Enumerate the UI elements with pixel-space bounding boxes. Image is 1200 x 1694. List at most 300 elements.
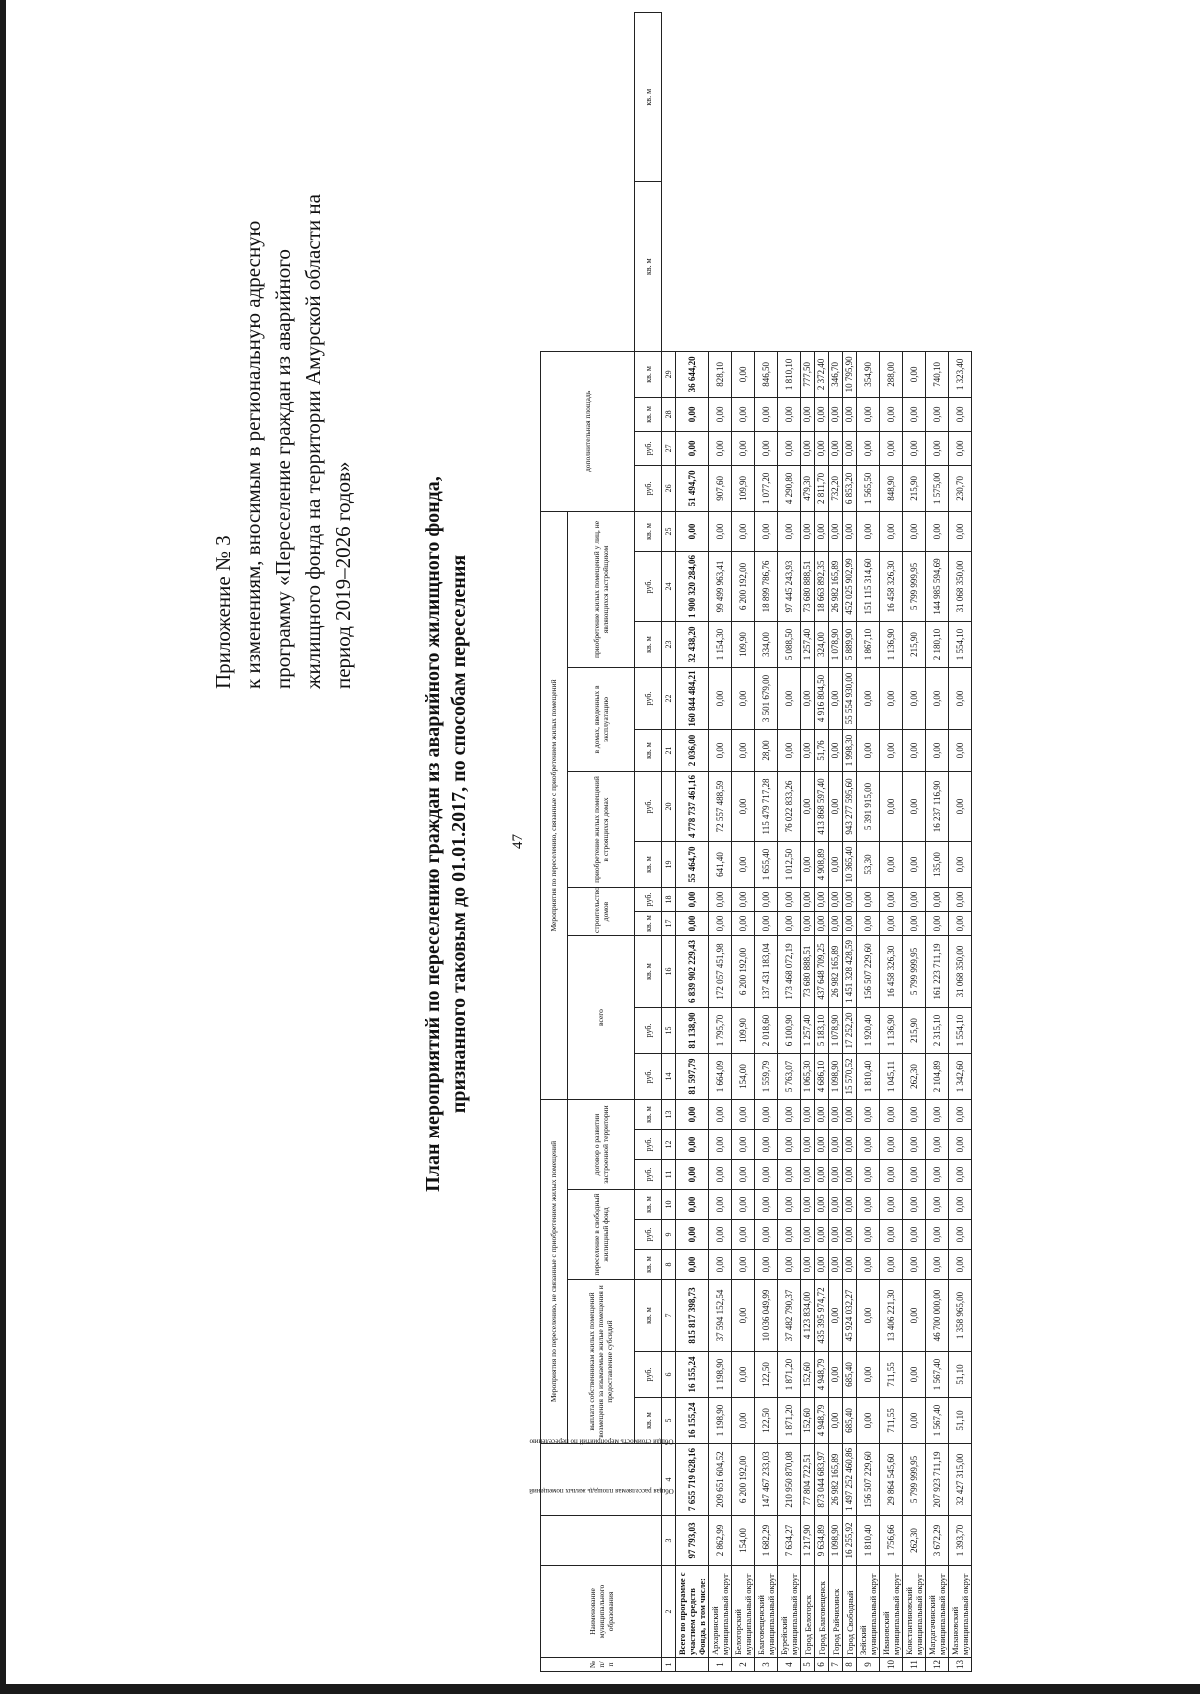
row-number: 8	[843, 1658, 857, 1672]
table-row	[843, 13, 857, 1672]
unit-cell: руб.	[635, 888, 662, 912]
table-cell: 0,00	[880, 511, 903, 551]
table-cell: 2 315,10	[926, 1008, 949, 1054]
unit-cell: руб.	[635, 1054, 662, 1100]
municipality-name: Белогорский муниципальный округ	[732, 1566, 755, 1658]
table-cell: 5 763,07	[778, 1054, 801, 1100]
table-cell: 0,00	[949, 511, 972, 551]
table-cell: 16 155,24	[676, 1398, 709, 1444]
municipality-name: Архаринский муниципальный округ	[709, 1566, 732, 1658]
table-cell: 0,00	[801, 888, 815, 912]
table-cell: 1 393,70	[949, 1516, 972, 1566]
table-cell: 0,00	[732, 511, 755, 551]
table-cell: 0,00	[815, 1220, 829, 1250]
table-cell: 0,00	[926, 912, 949, 936]
unit-cell: руб.	[635, 1008, 662, 1054]
table-cell: 1 154,30	[709, 622, 732, 668]
table-cell: 0,00	[778, 1220, 801, 1250]
table-cell: 1 257,40	[801, 1008, 815, 1054]
table-cell: 0,00	[903, 1280, 926, 1352]
unit-cell: руб.	[635, 1160, 662, 1190]
municipality-name: Константиновский муниципальный округ	[903, 1566, 926, 1658]
table-cell: 0,00	[949, 1250, 972, 1280]
unit-cell: кв. м	[635, 351, 662, 397]
table-cell: 137 431 183,04	[755, 936, 778, 1008]
table-row	[903, 13, 926, 1672]
table-cell: 215,90	[903, 1008, 926, 1054]
municipality-name: Всего по программе с участием средств Фонда, в том числе:	[676, 1566, 709, 1658]
table-cell: 0,00	[857, 1190, 880, 1220]
table-cell: 0,00	[880, 1250, 903, 1280]
table-cell: 16 458 326,30	[880, 552, 903, 622]
unit-cell: руб.	[635, 465, 662, 511]
table-cell: 0,00	[903, 668, 926, 730]
resettlement-table	[529, 12, 1180, 1672]
table-cell: 0,00	[843, 1160, 857, 1190]
table-cell: 0,00	[926, 1220, 949, 1250]
table-cell: 0,00	[732, 1160, 755, 1190]
table-cell: 6 839 902 229,43	[676, 936, 709, 1008]
table-cell: 740,10	[926, 351, 949, 397]
table-cell: 0,00	[815, 397, 829, 431]
table-cell: 1 565,50	[857, 465, 880, 511]
table-cell: 109,90	[732, 622, 755, 668]
table-cell: 0,00	[732, 842, 755, 888]
table-cell: 685,40	[843, 1398, 857, 1444]
row-number: 5	[801, 1658, 815, 1672]
table-cell: 1 871,20	[778, 1352, 801, 1398]
unit-cell: кв. м	[635, 13, 662, 182]
table-cell: 0,00	[949, 668, 972, 730]
table-cell: 0,00	[903, 397, 926, 431]
table-cell: 4 123 834,00	[801, 1280, 815, 1352]
table-cell: 0,00	[732, 397, 755, 431]
table-cell: 31 068 350,00	[949, 552, 972, 622]
table-cell: 209 651 604,52	[709, 1444, 732, 1516]
table-cell: 0,00	[732, 1190, 755, 1220]
table-cell: 0,00	[755, 1100, 778, 1130]
table-cell: 31 068 350,00	[949, 936, 972, 1008]
table-cell: 1 998,30	[843, 730, 857, 772]
table-cell: 0,00	[815, 1160, 829, 1190]
table-cell: 0,00	[829, 1130, 843, 1160]
table-cell: 0,00	[709, 1130, 732, 1160]
table-cell: 81 138,90	[676, 1008, 709, 1054]
table-cell: 1 136,90	[880, 1008, 903, 1054]
table-cell: 26 982 165,89	[829, 1444, 843, 1516]
table-cell: 0,00	[801, 397, 815, 431]
table-cell: 0,00	[926, 1250, 949, 1280]
row-number: 9	[857, 1658, 880, 1672]
table-cell: 18 663 892,35	[815, 552, 829, 622]
table-cell: 0,00	[676, 1130, 709, 1160]
unit-cell: руб.	[635, 772, 662, 842]
unit-cell: руб.	[635, 1130, 662, 1160]
column-numbers-row	[662, 13, 676, 1672]
column-number: 28	[662, 397, 676, 431]
table-cell: 0,00	[801, 912, 815, 936]
table-cell: 1 867,10	[857, 622, 880, 668]
municipality-name: Город Свободный	[843, 1566, 857, 1658]
table-cell: 2 811,70	[815, 465, 829, 511]
table-cell: 6 200 192,00	[732, 1444, 755, 1516]
table-cell: 0,00	[778, 1250, 801, 1280]
table-cell: 16 155,24	[676, 1352, 709, 1398]
table-cell: 1 810,40	[857, 1516, 880, 1566]
table-row	[778, 13, 801, 1672]
appendix-line: период 2019–2026 годов»	[331, 461, 355, 689]
table-row	[815, 13, 829, 1672]
table-cell: 1 198,90	[709, 1398, 732, 1444]
unit-cell: кв. м	[635, 730, 662, 772]
table-cell: 5 088,50	[778, 622, 801, 668]
municipality-name: Мазановский муниципальный округ	[949, 1566, 972, 1658]
table-cell: 0,00	[857, 912, 880, 936]
table-cell: 9 634,89	[815, 1516, 829, 1566]
table-cell: 907,60	[709, 465, 732, 511]
head-cost-total: Общая стоимость мероприятий по переселению	[541, 1444, 662, 1516]
table-cell: 0,00	[709, 912, 732, 936]
table-cell: 0,00	[926, 1190, 949, 1220]
table-cell: 0,00	[926, 730, 949, 772]
table-cell: 1 217,90	[801, 1516, 815, 1566]
table-cell: 0,00	[926, 397, 949, 431]
table-cell: 2 180,10	[926, 622, 949, 668]
table-cell: 0,00	[880, 912, 903, 936]
table-cell: 288,00	[880, 351, 903, 397]
table-cell: 0,00	[676, 1220, 709, 1250]
table-cell: 1 795,70	[709, 1008, 732, 1054]
table-cell: 1 920,40	[857, 1008, 880, 1054]
table-cell: 0,00	[676, 888, 709, 912]
table-cell: 161 223 711,19	[926, 936, 949, 1008]
table-cell: 1 098,90	[829, 1516, 843, 1566]
table-cell: 0,00	[732, 351, 755, 397]
table-cell: 0,00	[801, 511, 815, 551]
table-cell: 0,00	[857, 730, 880, 772]
head-payout: выплата собственникам жилых помещений возмещения за изымаемые жилые помещения и предоставление субсидий	[567, 1280, 634, 1444]
unit-cell: кв. м	[635, 842, 662, 888]
table-cell: 0,00	[903, 511, 926, 551]
table-cell: 1 078,90	[829, 1008, 843, 1054]
title-line-2: признанного таковым до 01.01.2017, по способам переселения	[448, 554, 470, 1114]
table-cell: 0,00	[949, 772, 972, 842]
table-cell: 0,00	[880, 730, 903, 772]
table-cell: 76 022 833,26	[778, 772, 801, 842]
table-cell: 0,00	[829, 1352, 843, 1398]
table-cell: 0,00	[676, 397, 709, 431]
table-cell: 873 044 683,97	[815, 1444, 829, 1516]
table-cell: 0,00	[926, 431, 949, 465]
table-cell: 1 554,10	[949, 622, 972, 668]
table-cell: 0,00	[949, 842, 972, 888]
table-cell: 0,00	[880, 1190, 903, 1220]
table-cell: 0,00	[829, 668, 843, 730]
table-row	[676, 13, 709, 1672]
page-number: 47	[510, 834, 526, 849]
table-cell: 5 799 999,95	[903, 552, 926, 622]
table-cell: 0,00	[709, 511, 732, 551]
table-cell: 0,00	[732, 730, 755, 772]
table-cell: 1 358 965,00	[949, 1280, 972, 1352]
table-cell: 0,00	[815, 888, 829, 912]
table-cell: 0,00	[843, 912, 857, 936]
column-number: 1	[662, 1658, 676, 1672]
table-cell: 0,00	[778, 397, 801, 431]
table-cell: 846,50	[755, 351, 778, 397]
table-cell: 437 648 709,25	[815, 936, 829, 1008]
table-cell: 0,00	[843, 397, 857, 431]
column-number: 11	[662, 1160, 676, 1190]
table-cell: 0,00	[709, 1190, 732, 1220]
table-cell: 0,00	[829, 511, 843, 551]
unit-cell: руб.	[635, 668, 662, 730]
column-number: 26	[662, 465, 676, 511]
table-cell: 0,00	[903, 1100, 926, 1130]
table-cell: 0,00	[709, 668, 732, 730]
table-cell: 16 255,92	[843, 1516, 857, 1566]
table-cell: 0,00	[709, 431, 732, 465]
table-cell: 1 756,66	[880, 1516, 903, 1566]
table-row	[755, 13, 778, 1672]
table-cell: 1 810,40	[857, 1054, 880, 1100]
table-cell: 135,00	[926, 842, 949, 888]
table-cell: 0,00	[732, 1398, 755, 1444]
table-cell: 0,00	[829, 1398, 843, 1444]
column-number: 22	[662, 668, 676, 730]
table-cell: 37 482 790,37	[778, 1280, 801, 1352]
column-number: 20	[662, 772, 676, 842]
table-body	[676, 13, 972, 1672]
column-number: 6	[662, 1352, 676, 1398]
table-cell: 711,55	[880, 1398, 903, 1444]
table-cell: 354,90	[857, 351, 880, 397]
table-cell: 0,00	[857, 1398, 880, 1444]
column-number: 21	[662, 730, 676, 772]
units-row	[635, 13, 662, 1672]
table-cell: 943 277 595,60	[843, 772, 857, 842]
unit-cell: кв. м	[635, 1398, 662, 1444]
table-cell: 1 098,90	[829, 1054, 843, 1100]
table-cell: 0,00	[829, 730, 843, 772]
table-cell: 324,00	[815, 622, 829, 668]
table-cell: 0,00	[732, 772, 755, 842]
table-cell: 10 036 049,99	[755, 1280, 778, 1352]
table-cell: 1 077,20	[755, 465, 778, 511]
table-cell: 0,00	[857, 1100, 880, 1130]
table-cell: 0,00	[801, 1130, 815, 1160]
table-cell: 0,00	[676, 1190, 709, 1220]
table-cell: 3 501 679,00	[755, 668, 778, 730]
table-cell: 230,70	[949, 465, 972, 511]
table-cell: 51 494,70	[676, 465, 709, 511]
unit-cell: кв. м	[635, 1190, 662, 1220]
column-number: 4	[662, 1444, 676, 1516]
table-cell: 109,90	[732, 1008, 755, 1054]
table-cell: 0,00	[903, 431, 926, 465]
table-cell: 7 634,27	[778, 1516, 801, 1566]
table-cell: 0,00	[829, 1190, 843, 1220]
municipality-name: Зейский муниципальный округ	[857, 1566, 880, 1658]
table-cell: 1 078,90	[829, 622, 843, 668]
table-cell: 0,00	[829, 397, 843, 431]
table-row	[926, 13, 949, 1672]
table-cell: 0,00	[801, 1160, 815, 1190]
table-cell: 1 567,40	[926, 1352, 949, 1398]
table-cell: 777,50	[801, 351, 815, 397]
column-number: 25	[662, 511, 676, 551]
table-cell: 7 655 719 628,16	[676, 1444, 709, 1516]
table-cell: 0,00	[676, 511, 709, 551]
table-cell: 0,00	[949, 397, 972, 431]
municipality-name: Город Белогорск	[801, 1566, 815, 1658]
table-cell: 2 862,99	[709, 1516, 732, 1566]
table-cell: 0,00	[857, 888, 880, 912]
table-cell: 0,00	[755, 1130, 778, 1160]
table-cell: 0,00	[843, 1190, 857, 1220]
table-cell: 0,00	[755, 1190, 778, 1220]
table-cell: 0,00	[815, 1130, 829, 1160]
column-number: 7	[662, 1280, 676, 1352]
appendix-note	[208, 89, 358, 689]
table-cell: 147 467 233,03	[755, 1444, 778, 1516]
table-row	[829, 13, 843, 1672]
table-cell: 0,00	[801, 431, 815, 465]
table-cell: 18 899 786,76	[755, 552, 778, 622]
table-cell: 1 451 328 428,59	[843, 936, 857, 1008]
table-cell: 0,00	[926, 888, 949, 912]
table-cell: 413 868 597,40	[815, 772, 829, 842]
unit-cell: кв. м	[635, 912, 662, 936]
table-cell: 0,00	[732, 1130, 755, 1160]
table-cell: 0,00	[815, 431, 829, 465]
table-cell: 1 575,00	[926, 465, 949, 511]
table-cell: 0,00	[815, 1190, 829, 1220]
column-number: 18	[662, 888, 676, 912]
table-cell: 0,00	[732, 668, 755, 730]
column-number: 8	[662, 1250, 676, 1280]
table-cell: 99 499 963,41	[709, 552, 732, 622]
table-cell: 2 372,40	[815, 351, 829, 397]
table-cell: 732,20	[829, 465, 843, 511]
head-other-dogovor: договор о развитии застроенной территории	[567, 1100, 634, 1190]
table-cell: 215,90	[903, 465, 926, 511]
head-buy-exist: в домах, введенных в эксплуатацию	[567, 668, 634, 772]
table-cell: 1 198,90	[709, 1352, 732, 1398]
row-number: 10	[880, 1658, 903, 1672]
table-cell: 0,00	[778, 730, 801, 772]
table-cell: 51,10	[949, 1352, 972, 1398]
row-number: 13	[949, 1658, 972, 1672]
table-cell: 0,00	[829, 431, 843, 465]
table-cell: 0,00	[829, 1250, 843, 1280]
table-cell: 36 644,20	[676, 351, 709, 397]
table-cell: 5 889,90	[843, 622, 857, 668]
table-cell: 0,00	[676, 1160, 709, 1190]
municipality-name: Город Благовещенск	[815, 1566, 829, 1658]
table-cell: 0,00	[880, 1220, 903, 1250]
table-cell: 0,00	[829, 772, 843, 842]
unit-cell: кв. м	[635, 1280, 662, 1352]
table-cell: 0,00	[949, 1190, 972, 1220]
table-cell: 0,00	[732, 1250, 755, 1280]
column-number: 23	[662, 622, 676, 668]
head-no: № п/п	[541, 1658, 662, 1672]
table-cell: 46 700 000,00	[926, 1280, 949, 1352]
table-cell: 0,00	[732, 1352, 755, 1398]
table-cell: 452 025 902,99	[843, 552, 857, 622]
table-cell: 0,00	[801, 842, 815, 888]
table-cell: 479,30	[801, 465, 815, 511]
table-cell: 0,00	[676, 912, 709, 936]
table-cell: 207 923 711,19	[926, 1444, 949, 1516]
table-cell: 0,00	[857, 1220, 880, 1250]
table-row	[857, 13, 880, 1672]
table-cell: 51,76	[815, 730, 829, 772]
table-cell: 97 793,03	[676, 1516, 709, 1566]
table-cell: 0,00	[857, 431, 880, 465]
table-cell: 0,00	[949, 431, 972, 465]
table-cell: 29 864 545,60	[880, 1444, 903, 1516]
table-cell: 5 183,10	[815, 1008, 829, 1054]
unit-cell: кв. м	[635, 511, 662, 551]
table-cell: 0,00	[732, 888, 755, 912]
unit-cell: кв. м	[635, 182, 662, 351]
table-cell: 0,00	[732, 1100, 755, 1130]
head-group-linked: Мероприятия по переселению, связанные с приобретением жилых помещений	[541, 511, 568, 1099]
table-cell: 0,00	[829, 912, 843, 936]
table-cell: 334,00	[755, 622, 778, 668]
table-cell: 0,00	[903, 842, 926, 888]
head-vsego: всего	[567, 936, 634, 1100]
table-cell: 0,00	[755, 397, 778, 431]
table-cell: 0,00	[880, 397, 903, 431]
head-area-total: Общая расселяемая площадь жилых помещений	[541, 1516, 662, 1566]
table-row	[801, 13, 815, 1672]
table-cell: 0,00	[815, 511, 829, 551]
table-cell: 685,40	[843, 1352, 857, 1398]
table-cell: 0,00	[949, 1100, 972, 1130]
column-number: 29	[662, 351, 676, 397]
table-cell: 32 427 315,00	[949, 1444, 972, 1516]
table-cell: 6 100,90	[778, 1008, 801, 1054]
table-cell: 0,00	[926, 1100, 949, 1130]
table-cell: 0,00	[709, 1100, 732, 1130]
table-cell: 0,00	[857, 1250, 880, 1280]
unit-cell: руб.	[635, 1352, 662, 1398]
table-cell: 0,00	[801, 1250, 815, 1280]
table-cell: 1 900 320 284,06	[676, 552, 709, 622]
unit-cell: руб.	[635, 431, 662, 465]
municipality-name: Ивановский муниципальный округ	[880, 1566, 903, 1658]
table-cell: 0,00	[778, 668, 801, 730]
table-cell: 97 445 243,93	[778, 552, 801, 622]
municipality-name: Благовещенский муниципальный округ	[755, 1566, 778, 1658]
table-cell: 0,00	[709, 397, 732, 431]
table-cell: 1 045,11	[880, 1054, 903, 1100]
table-cell: 0,00	[880, 888, 903, 912]
table-cell: 0,00	[857, 511, 880, 551]
table-cell: 0,00	[709, 1220, 732, 1250]
table-cell: 0,00	[778, 1130, 801, 1160]
table-cell: 0,00	[903, 730, 926, 772]
table-cell: 435 395 974,72	[815, 1280, 829, 1352]
column-number: 13	[662, 1100, 676, 1130]
table-cell: 0,00	[755, 912, 778, 936]
unit-cell: кв. м	[635, 936, 662, 1008]
unit-cell: руб.	[635, 552, 662, 622]
head-build: строительство домов	[567, 888, 634, 936]
